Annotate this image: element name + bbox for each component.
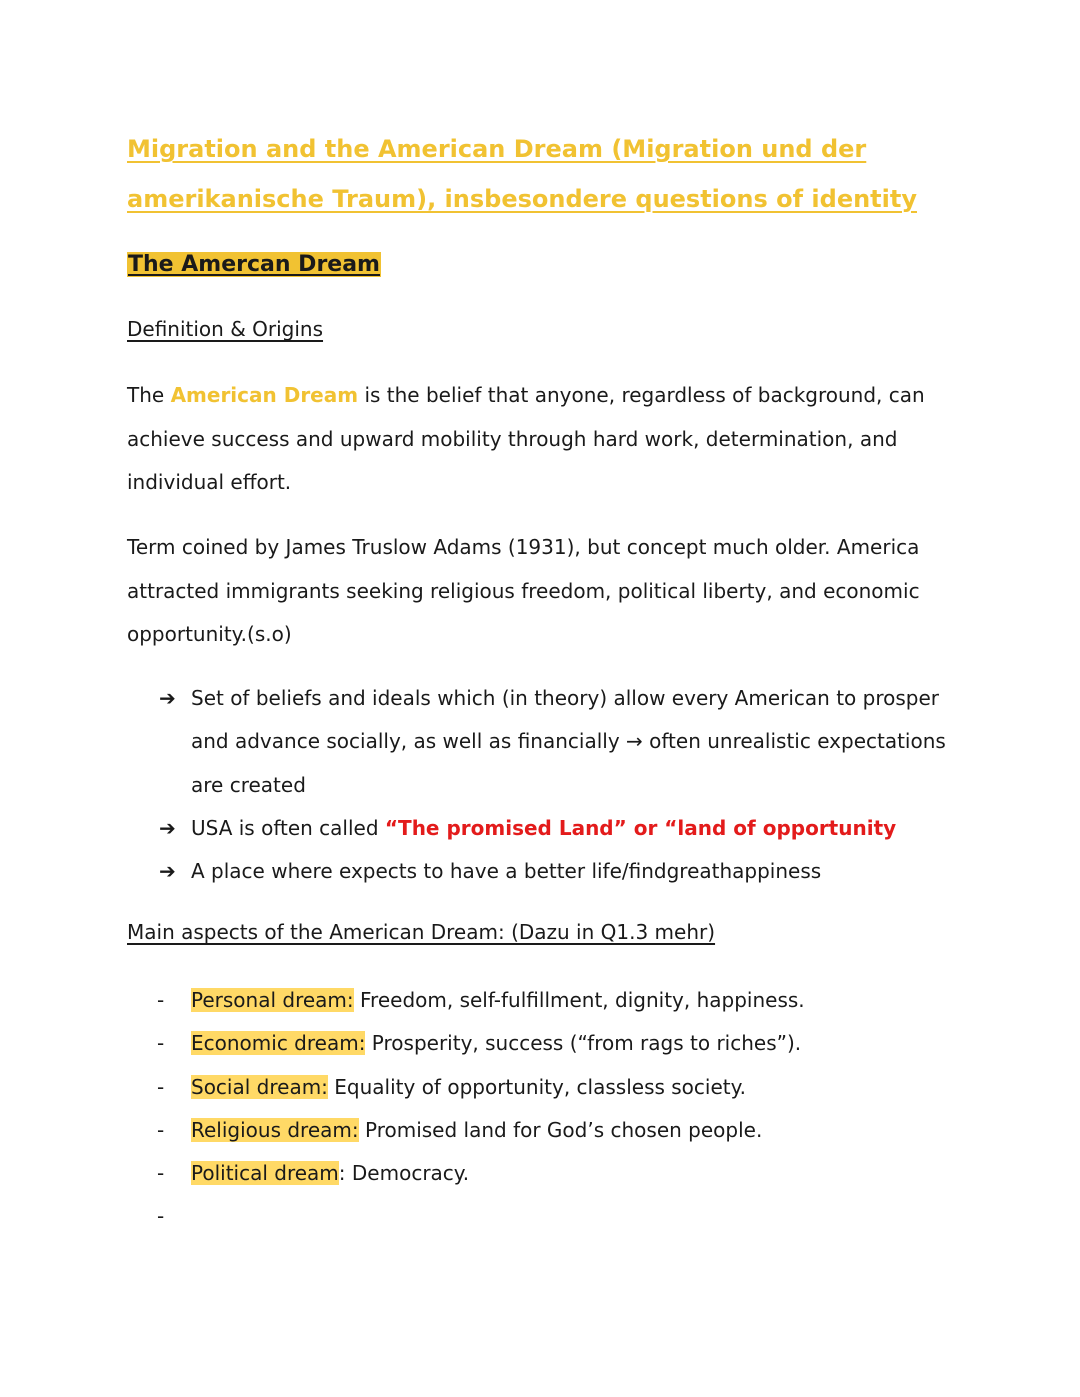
- document-title-line-2: amerikanische Traum), insbesondere questions of identity: [127, 185, 917, 213]
- arrow-bullet-list: [159, 677, 949, 893]
- aspect-item-religious: [157, 1109, 937, 1152]
- paragraph-origins-line-2: attracted immigrants seeking religious freedom, political liberty, and economic: [127, 578, 920, 603]
- aspect-item-political: [157, 1152, 937, 1195]
- paragraph-definition-line-3: individual effort.: [127, 470, 292, 494]
- list-item-line-2: and advance socially, as well as financially → often unrealistic expectations: [191, 729, 946, 754]
- dash-bullet: -: [157, 1031, 165, 1056]
- list-item-line-1: Set of beliefs and ideals which (in theory) allow every American to prosper: [191, 686, 939, 710]
- aspects-dash-list: [157, 979, 937, 1239]
- aspect-item-empty: [157, 1195, 937, 1238]
- highlighted-term-american-dream: American Dream: [170, 383, 359, 407]
- dash-bullet: -: [157, 988, 165, 1012]
- aspect-item-social: [157, 1066, 937, 1109]
- paragraph-origins-line-3: opportunity.(s.o): [127, 622, 292, 646]
- list-item-line: [191, 807, 949, 850]
- paragraph-definition-rest: is the belief that anyone, regardless of background, can: [358, 383, 925, 407]
- list-item: [159, 850, 949, 893]
- paragraph-origins: [127, 526, 927, 657]
- aspect-label: Economic dream:: [191, 1031, 366, 1056]
- aspect-label: Personal dream:: [191, 988, 354, 1012]
- aspect-item-economic: [157, 1022, 937, 1065]
- section-heading-text: The Amercan Dream: [128, 252, 380, 277]
- aspect-label: Political dream: [191, 1161, 339, 1186]
- aspect-label: Social dream:: [191, 1074, 328, 1099]
- arrow-bullet-icon: ➔: [159, 859, 176, 884]
- list-item: [159, 807, 949, 850]
- dash-bullet: -: [157, 1161, 165, 1186]
- dash-bullet: -: [157, 1117, 165, 1142]
- subheading-main-aspects: Main aspects of the American Dream: (Dazu in Q1.3 mehr): [127, 920, 716, 944]
- aspect-text: : Democracy.: [338, 1161, 470, 1186]
- dash-bullet: -: [157, 1074, 165, 1099]
- document-title-line-1: Migration and the American Dream (Migration und der: [127, 135, 867, 163]
- paragraph-definition-prefix: The: [127, 383, 171, 407]
- aspect-label: Religious dream:: [191, 1117, 359, 1142]
- arrow-bullet-icon: ➔: [159, 815, 176, 840]
- subheading-definition-origins: Definition & Origins: [127, 317, 324, 341]
- aspect-text: Promised land for God’s chosen people.: [358, 1117, 763, 1142]
- list-item: [159, 677, 949, 807]
- paragraph-definition-line-1: [127, 374, 927, 418]
- aspect-item-personal: [157, 979, 937, 1022]
- arrow-bullet-icon: ➔: [159, 686, 176, 710]
- list-item-line-3: are created: [191, 772, 306, 797]
- list-item-prefix: USA is often called: [191, 815, 385, 840]
- emphasis-promised-land: “The promised Land” or “land of opportunity: [384, 815, 897, 840]
- aspect-text: Prosperity, success (“from rags to riches”).: [365, 1031, 802, 1056]
- list-item-line: A place where expects to have a better life/findgreathappiness: [191, 859, 822, 884]
- dash-bullet: -: [157, 1204, 165, 1229]
- aspect-text: Freedom, self-fulfillment, dignity, happiness.: [353, 988, 805, 1012]
- section-heading-american-dream: [127, 250, 381, 280]
- paragraph-origins-line-1: Term coined by James Truslow Adams (1931), but concept much older. America: [127, 535, 920, 559]
- aspect-text: Equality of opportunity, classless society.: [327, 1074, 746, 1099]
- paragraph-definition-line-2: achieve success and upward mobility through hard work, determination, and: [127, 426, 898, 451]
- paragraph-definition: [127, 374, 927, 505]
- document-title: [127, 124, 937, 224]
